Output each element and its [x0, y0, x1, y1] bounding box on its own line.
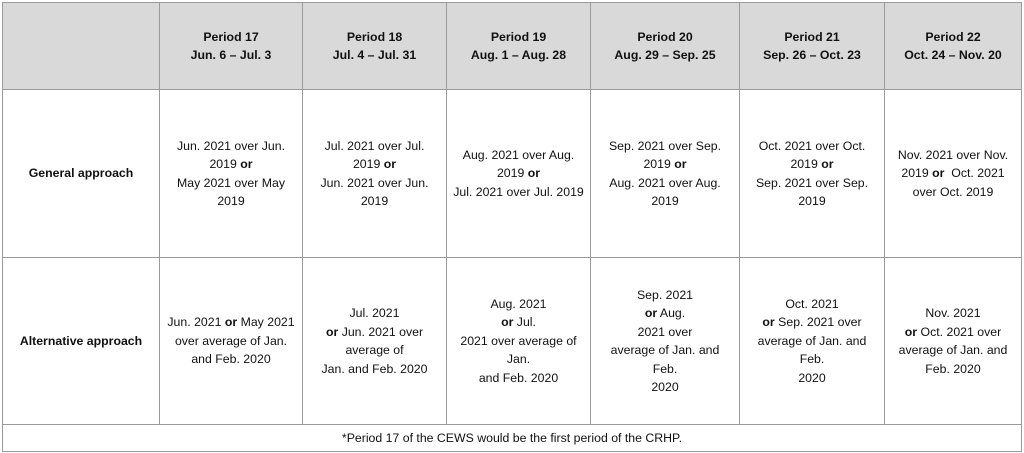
header-corner-cell [3, 3, 160, 90]
row-label-general-approach: General approach [3, 90, 160, 258]
general-cell-period-22: Nov. 2021 over Nov. 2019 or Oct. 2021 over Oct. 2019 [885, 90, 1022, 258]
header-period-22: Period 22 Oct. 24 – Nov. 20 [885, 3, 1022, 90]
header-period-19: Period 19 Aug. 1 – Aug. 28 [447, 3, 591, 90]
general-cell-period-19: Aug. 2021 over Aug. 2019 or Jul. 2021 over Jul. 2019 [447, 90, 591, 258]
alternative-approach-row [3, 258, 1022, 425]
header-period-17: Period 17 Jun. 6 – Jul. 3 [160, 3, 303, 90]
header-row [3, 3, 1022, 90]
general-cell-period-21: Oct. 2021 over Oct. 2019 or Sep. 2021 over Sep. 2019 [740, 90, 885, 258]
alternative-cell-period-21: Oct. 2021 or Sep. 2021 over average of Jan. and Feb. 2020 [740, 258, 885, 425]
alternative-cell-period-18: Jul. 2021 or Jun. 2021 over average of Jan. and Feb. 2020 [303, 258, 447, 425]
alternative-cell-period-20: Sep. 2021 or Aug. 2021 over average of Jan. and Feb. 2020 [591, 258, 740, 425]
footnote: *Period 17 of the CEWS would be the first period of the CRHP. [3, 425, 1022, 452]
header-period-20: Period 20 Aug. 29 – Sep. 25 [591, 3, 740, 90]
header-period-21: Period 21 Sep. 26 – Oct. 23 [740, 3, 885, 90]
cews-crhp-periods-table [2, 2, 1022, 452]
row-label-alternative-approach: Alternative approach [3, 258, 160, 425]
general-cell-period-17: Jun. 2021 over Jun. 2019 or May 2021 over May 2019 [160, 90, 303, 258]
header-period-18: Period 18 Jul. 4 – Jul. 31 [303, 3, 447, 90]
footnote-row [3, 425, 1022, 452]
general-approach-row [3, 90, 1022, 258]
general-cell-period-18: Jul. 2021 over Jul. 2019 or Jun. 2021 over Jun. 2019 [303, 90, 447, 258]
alternative-cell-period-17: Jun. 2021 or May 2021 over average of Jan. and Feb. 2020 [160, 258, 303, 425]
alternative-cell-period-19: Aug. 2021 or Jul. 2021 over average of Jan. and Feb. 2020 [447, 258, 591, 425]
general-cell-period-20: Sep. 2021 over Sep. 2019 or Aug. 2021 over Aug. 2019 [591, 90, 740, 258]
alternative-cell-period-22: Nov. 2021 or Oct. 2021 over average of Jan. and Feb. 2020 [885, 258, 1022, 425]
